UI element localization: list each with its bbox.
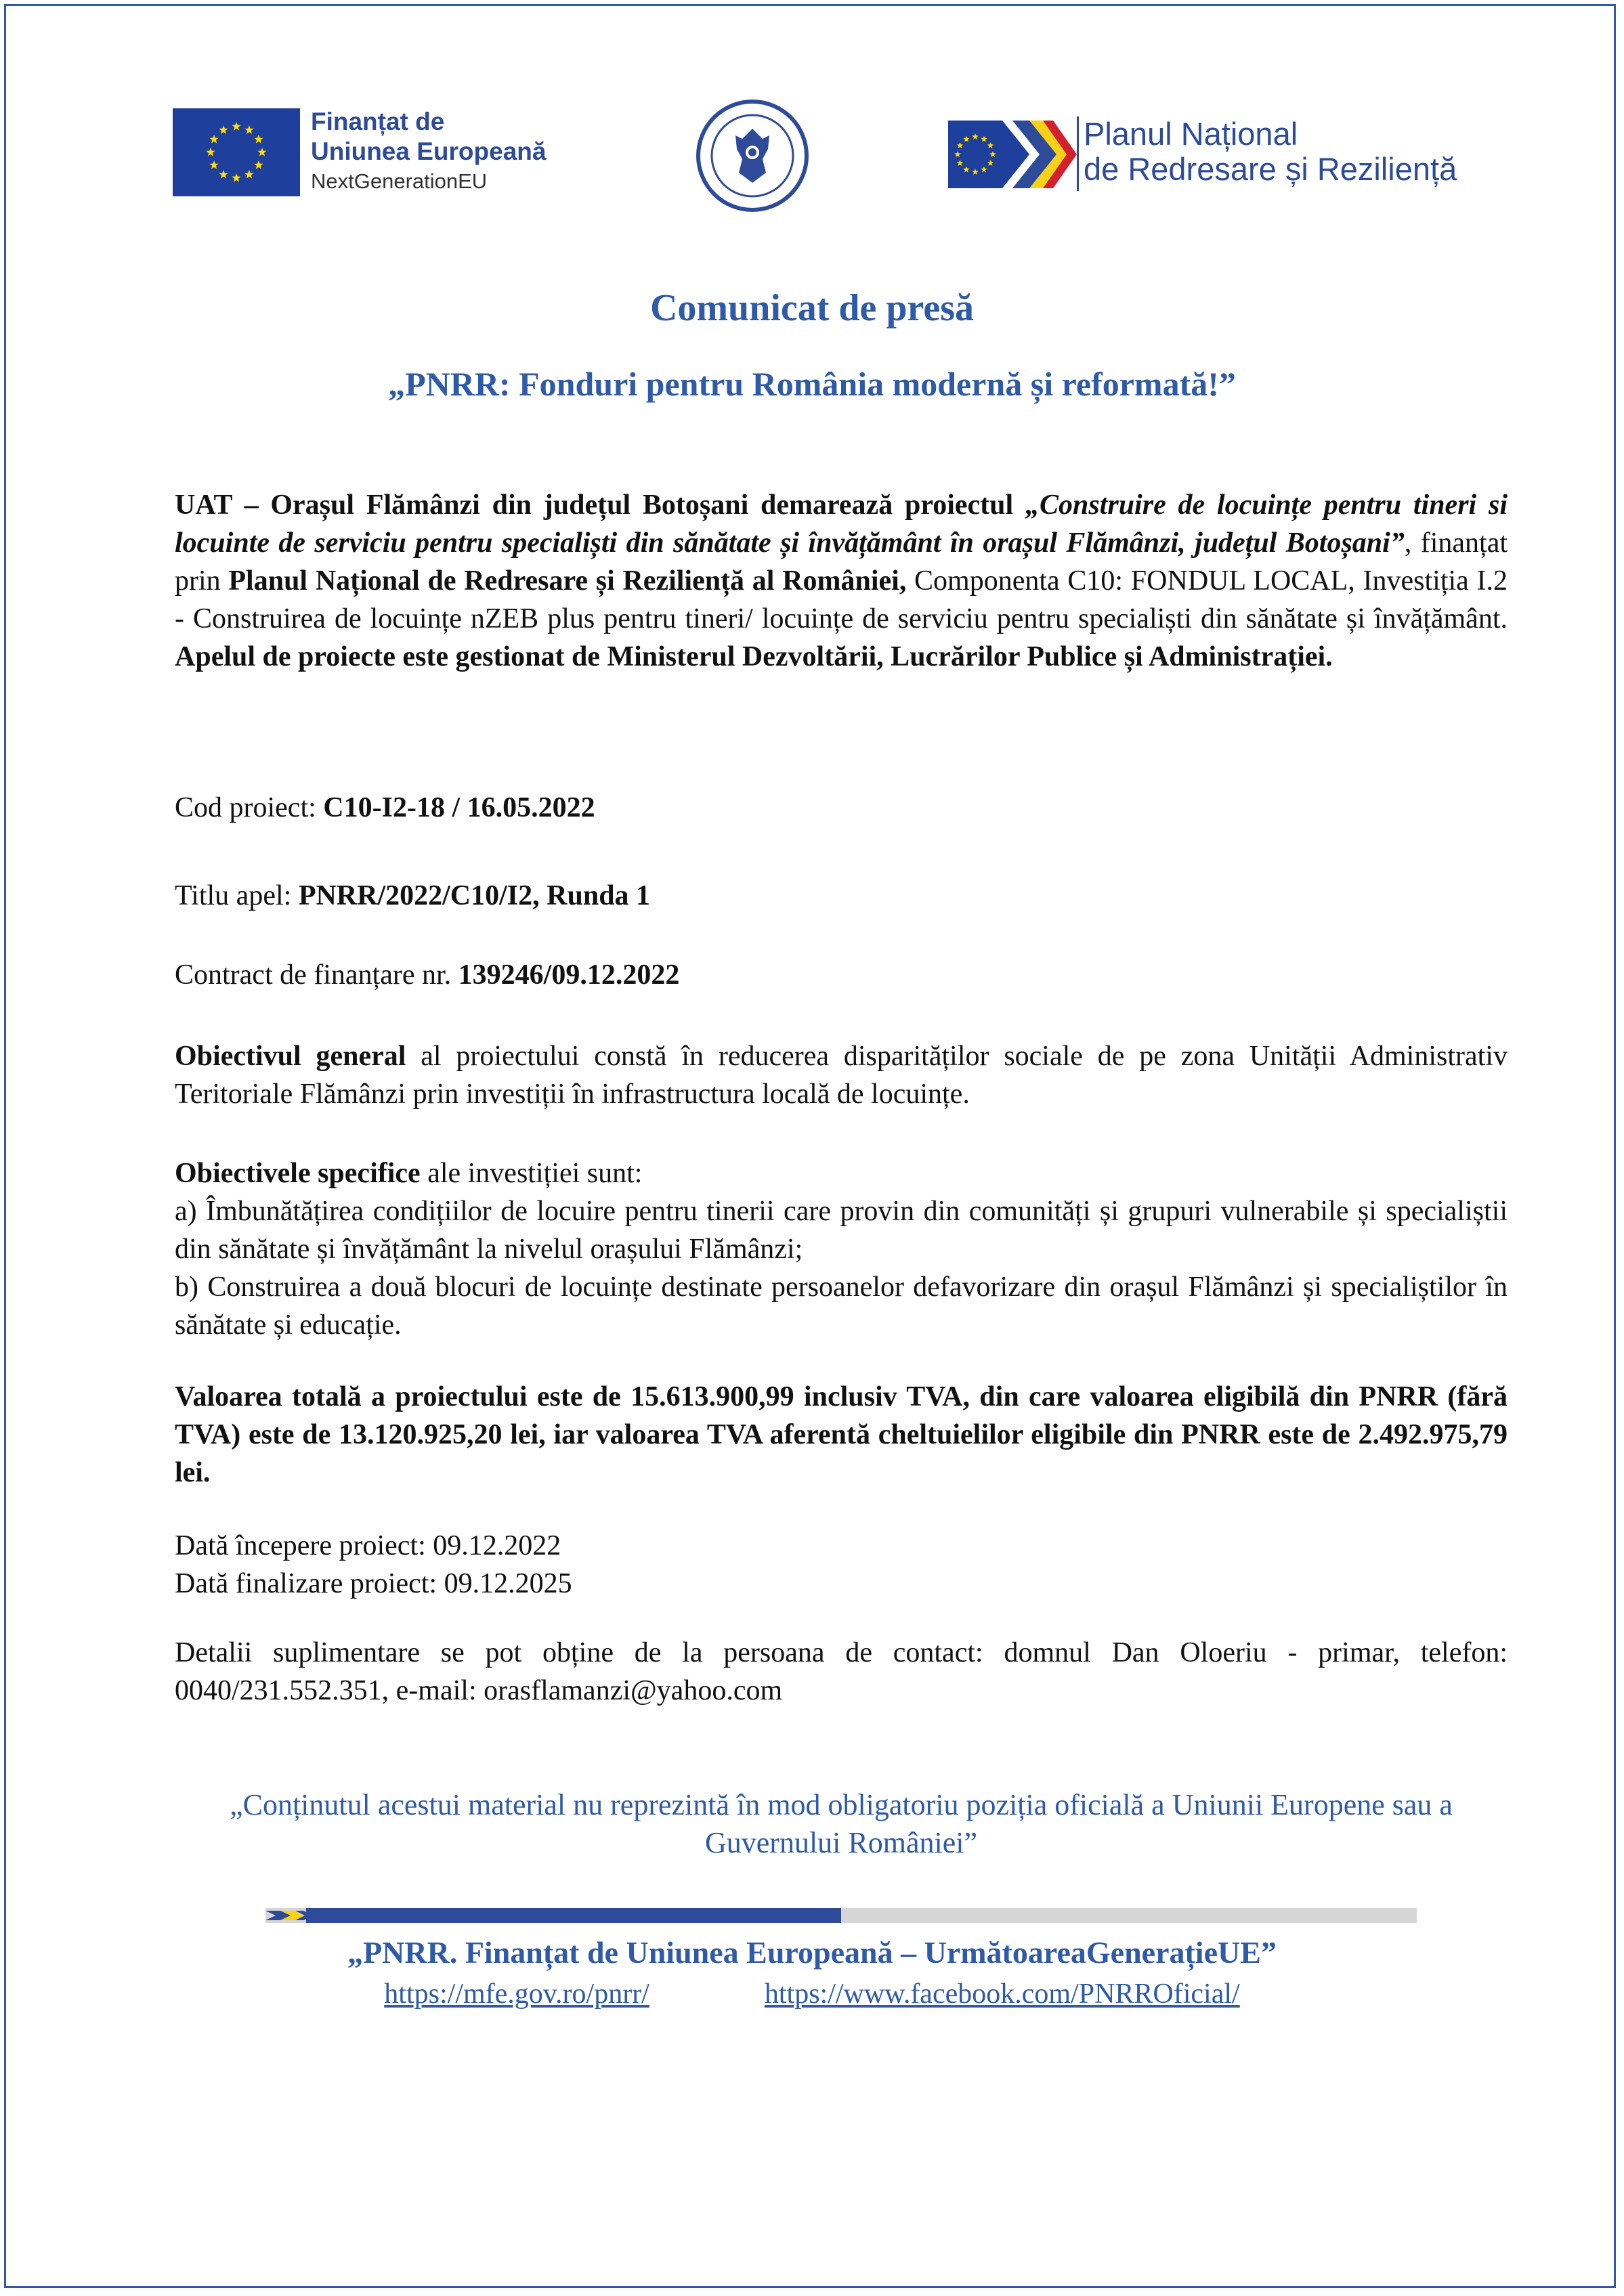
- intro-financed-by: , finanțat prin: [175, 527, 1508, 597]
- specific-objectives: [175, 1154, 1508, 1344]
- pnrr-divider: [1077, 116, 1079, 191]
- facebook-link[interactable]: https://www.facebook.com/PNRROficial/: [764, 1978, 1240, 2010]
- pnrr-logo: [948, 114, 1503, 195]
- romanian-government-seal-icon: [695, 98, 810, 213]
- project-value-text: Valoarea totală a proiectului este de 15.613.900,99 inclusiv TVA, din care valoarea eligibilă din PNRR (fără TVA) este de 13.120.925,20 lei, iar valoarea TVA aferentă cheltuielilor eligibile din PNRR este de 2.492.975,79 lei.: [175, 1381, 1508, 1488]
- pnrr-logo-line-1: Planul Național: [1084, 116, 1298, 152]
- mfe-link[interactable]: https://mfe.gov.ro/pnrr/: [384, 1978, 649, 2010]
- eu-funding-logo: [173, 107, 565, 198]
- contact-details: Detalii suplimentare se pot obține de la persoana de contact: domnul Dan Oloeriu - primar, telefon: 0040/231.552.351, e-mail: orasflamanzi@yahoo.com: [175, 1637, 1508, 1706]
- specific-objectives-label: Obiectivele specifice: [175, 1158, 421, 1189]
- pnrr-arrow-icon: [948, 114, 1077, 195]
- disclaimer: „Conținutul acestui material nu reprezintă în mod obligatoriu poziția oficială a Uniunii Europene sau a Guvernului României”: [230, 1788, 1453, 1859]
- footer-title: „PNRR. Finanțat de Uniunea Europeană – UrmătoareaGenerațieUE”: [347, 1935, 1277, 1970]
- page-title: Comunicat de presă: [649, 287, 975, 329]
- page-subtitle: „PNRR: Fonduri pentru România modernă și reformată!”: [388, 365, 1236, 403]
- project-code-label: Cod proiect:: [175, 792, 324, 823]
- specific-objectives-intro: ale investiției sunt:: [420, 1158, 643, 1189]
- general-objective: [175, 1037, 1508, 1113]
- specific-objective-b: b) Construirea a două blocuri de locuințe destinate persoanelor defavorizare din orașul Flămânzi și specialiștilor în sănătate și educație.: [175, 1272, 1508, 1341]
- contract-label: Contract de finanțare nr.: [175, 959, 458, 991]
- intro-component: Componenta C10: FONDUL LOCAL, Investiția I.2 - Construirea de locuințe nZEB plus pentru tineri/ locuințe de serviciu pentru specialiști din sănătate și învățământ.: [175, 565, 1508, 634]
- call-title: [175, 877, 1508, 915]
- intro-program-name: Planul Național de Redresare și Reziliență al României,: [228, 565, 907, 597]
- project-code: [175, 789, 1508, 827]
- intro-project-title: „Construire de locuințe pentru tineri si locuinte de serviciu pentru specialiști din sănătate și învățământ în orașul Flămânzi, județul Botoșani”: [175, 490, 1508, 559]
- project-code-value: C10-I2-18 / 16.05.2022: [323, 792, 595, 823]
- general-objective-text: al proiectului constă în reducerea disparităților sociale de pe zona Unității Administrativ Teritoriale Flămânzi prin investiții în infrastructura locală de locuințe.: [175, 1041, 1508, 1110]
- eu-logo-line-3: NextGenerationEU: [311, 169, 488, 193]
- eu-logo-line-1: Finanțat de: [311, 108, 445, 135]
- intro-paragraph: [175, 486, 1508, 676]
- call-title-value: PNRR/2022/C10/I2, Runda 1: [298, 880, 651, 911]
- general-objective-label: Obiectivul general: [175, 1041, 406, 1072]
- project-dates: [175, 1527, 1508, 1603]
- end-date: Dată finalizare proiect: 09.12.2025: [175, 1568, 572, 1599]
- intro-call-manager: Apelul de proiecte este gestionat de Ministerul Dezvoltării, Lucrărilor Publice și Administrației.: [175, 641, 1333, 672]
- intro-project-lead: UAT – Orașul Flămânzi din județul Botoșani demarează proiectul: [175, 490, 1025, 521]
- eu-logo-line-2: Uniunea Europeană: [311, 137, 547, 165]
- specific-objective-a: a) Îmbunătățirea condițiilor de locuire pentru tinerii care provin din comunități și grupuri vulnerabile și specialiștii din sănătate și învățământ la nivelul orașului Flămânzi;: [175, 1196, 1508, 1265]
- start-date: Dată începere proiect: 09.12.2022: [175, 1530, 561, 1561]
- eu-flag-icon: [173, 108, 300, 196]
- footer-progress-bar: [265, 1908, 1417, 1923]
- footer-links: [0, 1976, 1624, 2012]
- project-value: [175, 1378, 1508, 1492]
- call-title-label: Titlu apel:: [175, 880, 299, 911]
- contract-value: 139246/09.12.2022: [458, 959, 680, 991]
- pnrr-logo-line-2: de Redresare și Reziliență: [1084, 151, 1457, 187]
- contract-number: [175, 956, 1508, 994]
